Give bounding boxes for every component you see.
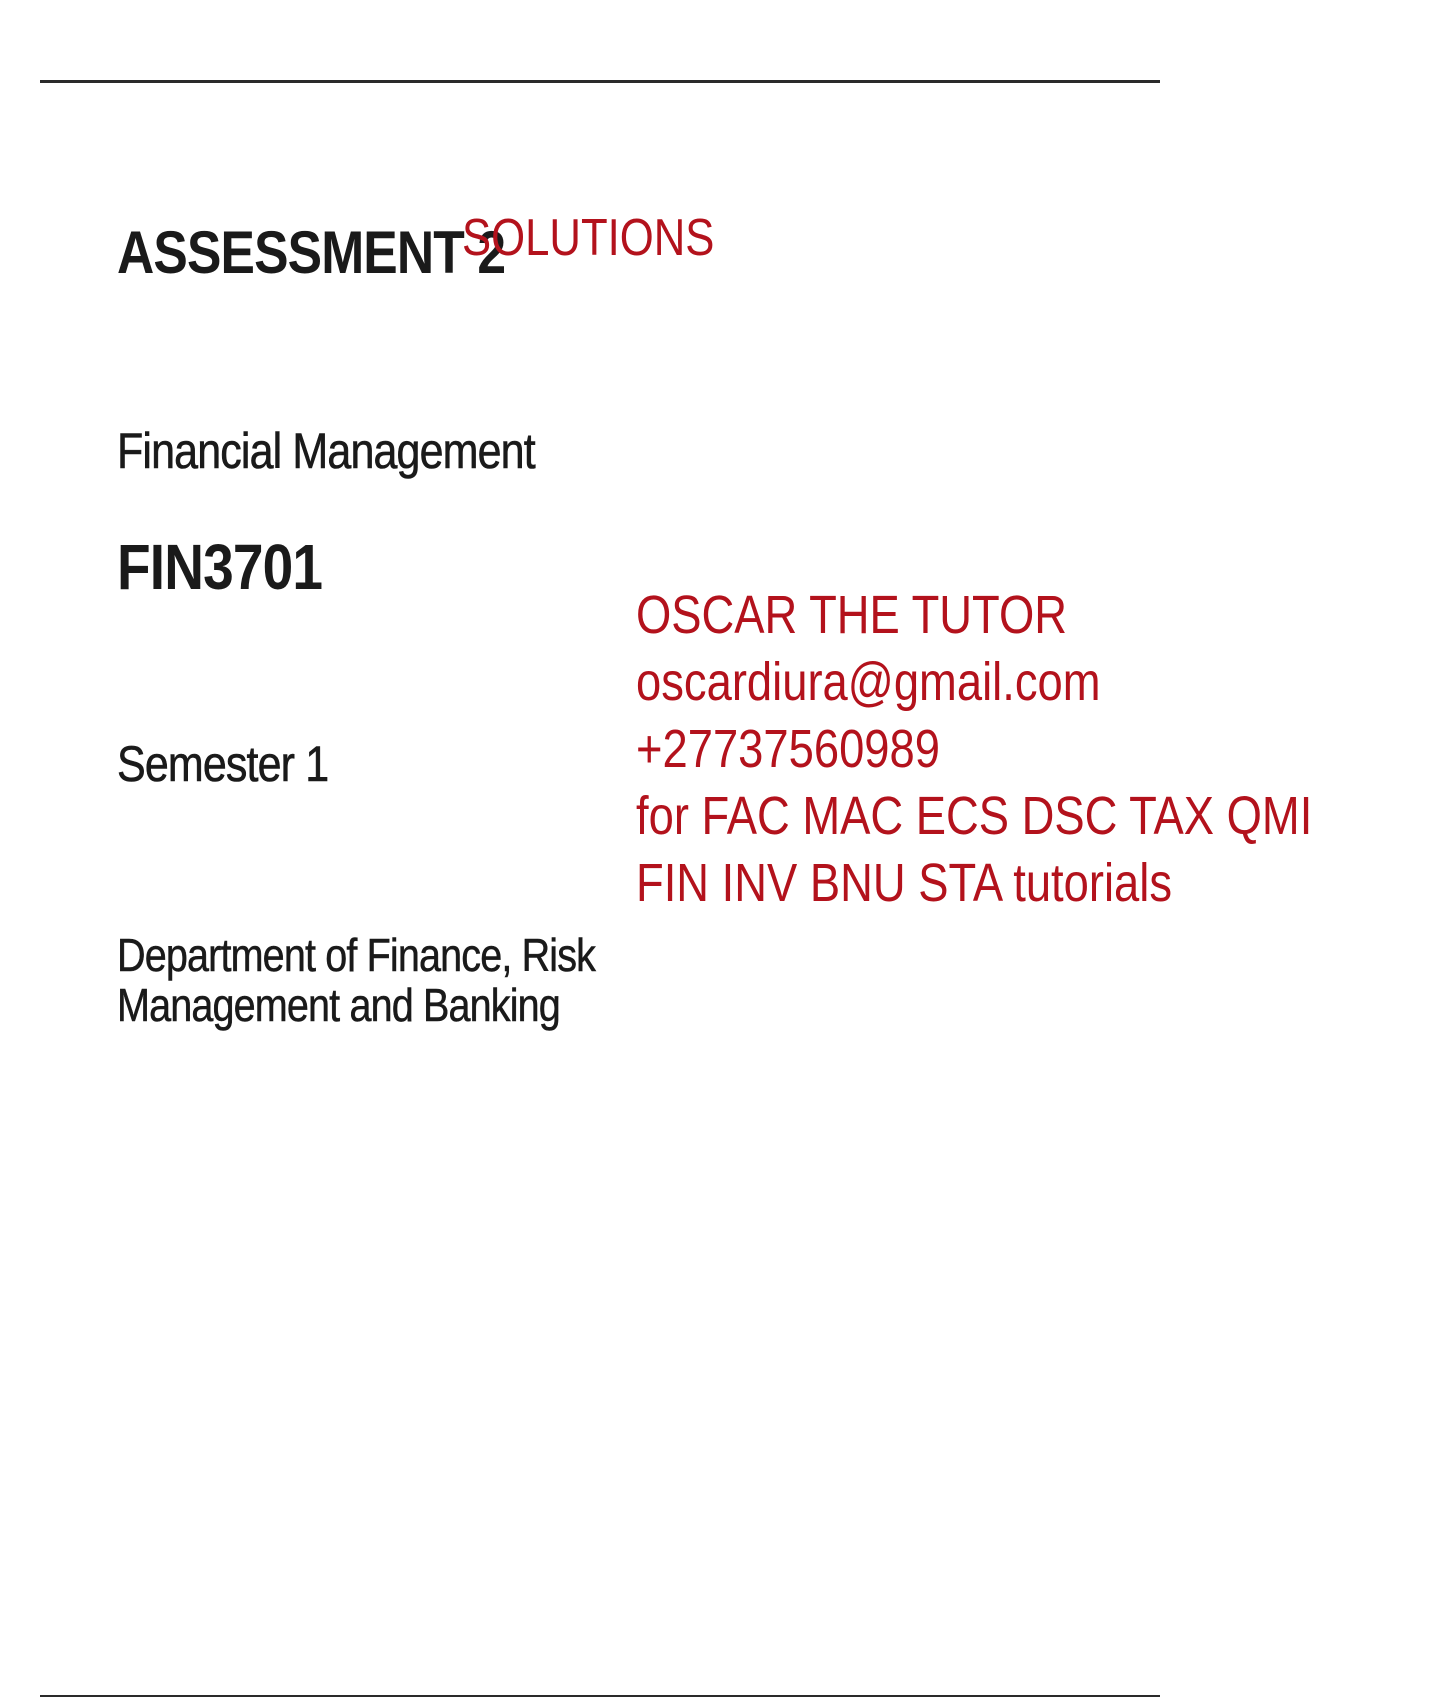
course-name: Financial Management: [117, 423, 535, 479]
bottom-rule: [40, 1695, 1160, 1697]
course-code: FIN3701: [117, 531, 323, 603]
tutor-subjects-line-1: for FAC MAC ECS DSC TAX QMI: [636, 786, 1313, 846]
assessment-title: ASSESSMENT 2: [117, 219, 506, 286]
tutor-phone: +27737560989: [636, 719, 940, 779]
semester-label: Semester 1: [117, 736, 329, 792]
top-rule: [40, 80, 1160, 83]
tutor-email: oscardiura@gmail.com: [636, 652, 1101, 712]
tutor-name: OSCAR THE TUTOR: [636, 585, 1067, 645]
department-name: Department of Finance, Risk Management and Banking: [117, 929, 596, 1031]
tutor-contact-block: [636, 582, 1441, 917]
solutions-label: SOLUTIONS: [462, 209, 715, 267]
tutor-subjects-line-2: FIN INV BNU STA tutorials: [636, 853, 1173, 913]
